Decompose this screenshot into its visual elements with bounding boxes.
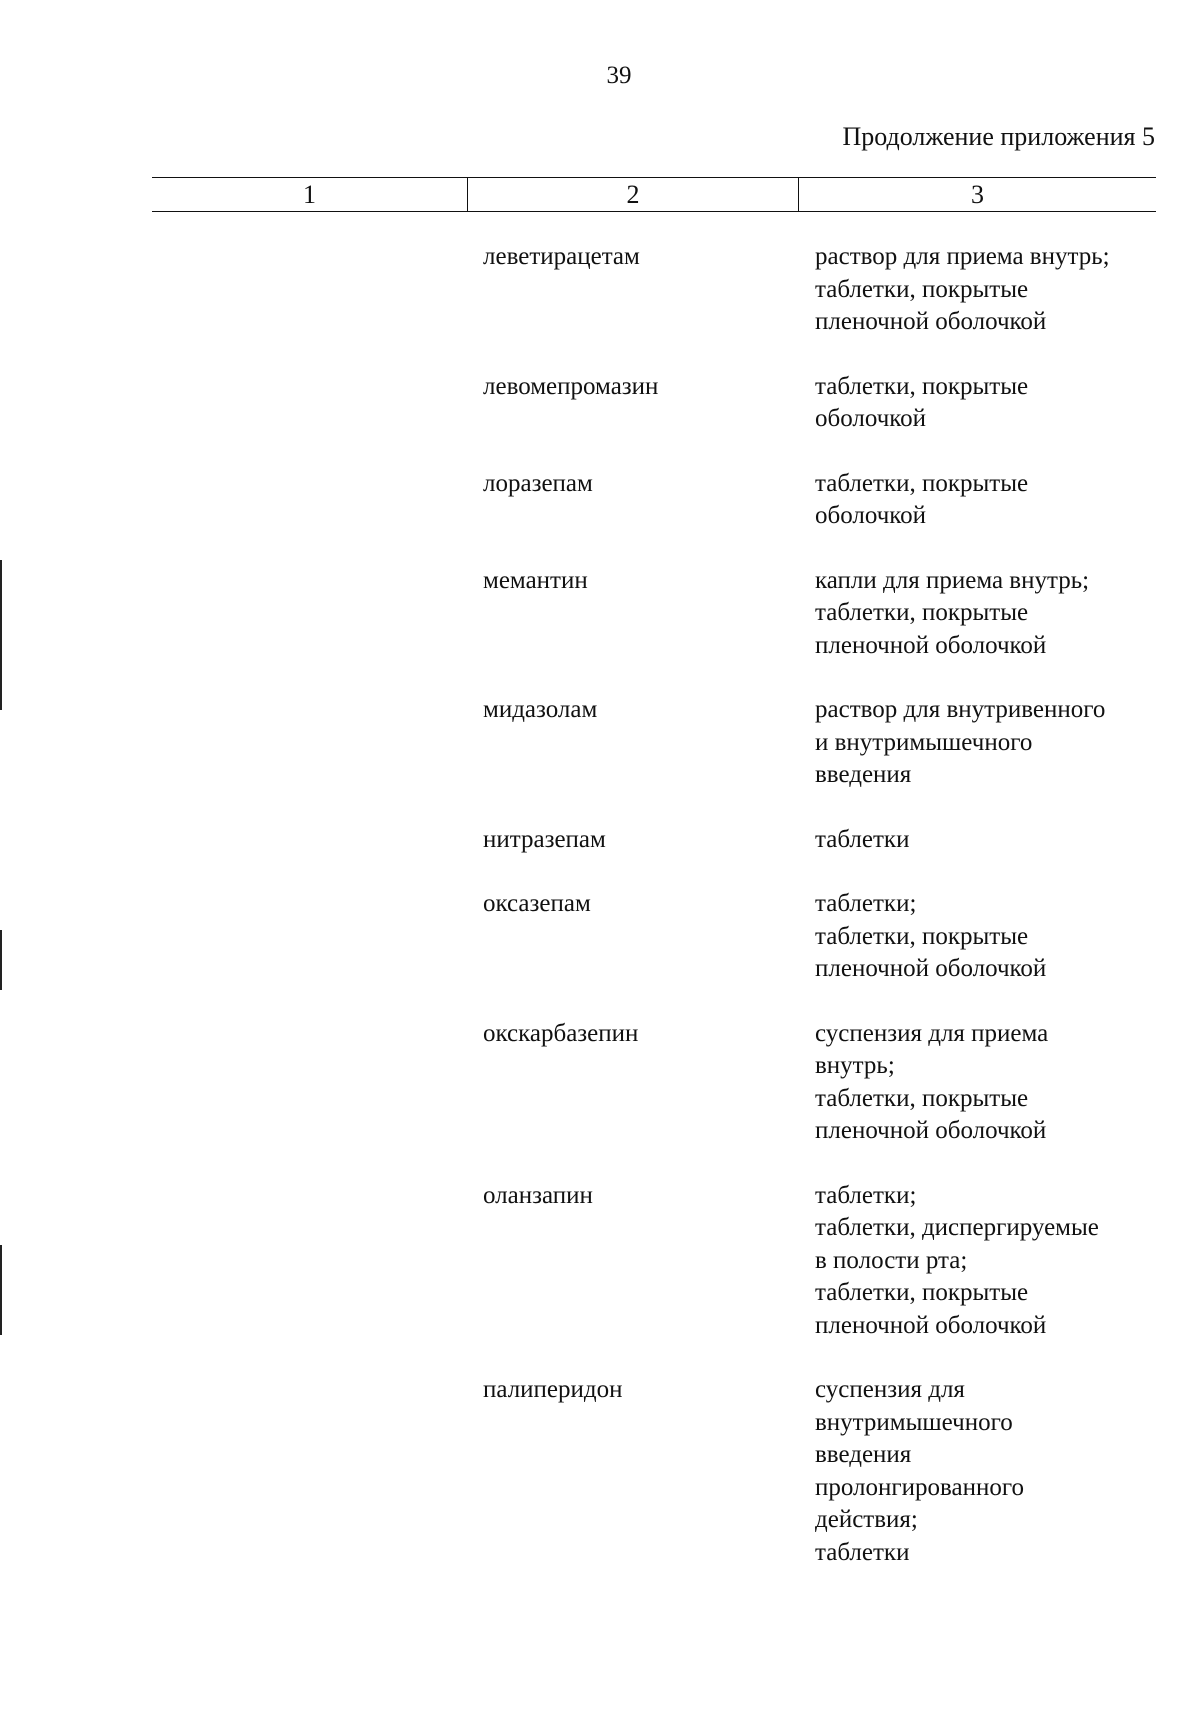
dosage-form-line: раствор для внутривенного [815,696,1106,723]
dosage-form-line: суспензия для [815,1376,965,1403]
dosage-form-line: в полости рта; [815,1246,968,1274]
dosage-form-line: пленочной оболочкой [815,1311,1047,1339]
table-row [0,1180,1200,1343]
drug-name: окскарбазепин [483,1019,639,1047]
table-row [0,565,1200,663]
drug-name: леветирацетам [483,243,640,270]
table-row [0,694,1200,792]
dosage-forms [815,824,1155,857]
dosage-form-line: пролонгированного [815,1473,1024,1501]
dosage-form-line: таблетки; [815,890,917,917]
dosage-form-line: введения [815,761,912,788]
dosage-form-line: пленочной оболочкой [815,955,1047,982]
dosage-form-line: внутримышечного [815,1408,1013,1436]
table-row [0,1374,1200,1569]
dosage-forms [815,1018,1155,1148]
dosage-form-line: таблетки [815,825,910,853]
dosage-form-line: таблетки [815,1538,910,1566]
dosage-forms [815,468,1155,533]
drug-name: мемантин [483,566,588,594]
column-header-3: 3 [971,179,984,209]
table-row [0,241,1200,339]
dosage-form-line: оболочкой [815,502,927,529]
dosage-form-line: и внутримышечного [815,728,1033,756]
dosage-form-line: таблетки, покрытые [815,469,1029,497]
table-row [0,888,1200,986]
continuation-title: Продолжение приложения 5 [842,122,1155,151]
dosage-form-line: таблетки, диспергируемые [815,1214,1099,1241]
dosage-form-line: таблетки, покрытые [815,1084,1029,1112]
dosage-form-line: таблетки, покрытые [815,922,1029,950]
dosage-form-line: таблетки, покрытые [815,599,1029,626]
dosage-form-line: оболочкой [815,405,927,432]
table-row [0,371,1200,436]
table-row [0,468,1200,533]
dosage-form-line: таблетки, покрытые [815,372,1029,400]
dosage-forms [815,241,1155,339]
dosage-form-line: раствор для приема внутрь; [815,243,1110,270]
dosage-form-line: суспензия для приема [815,1019,1049,1047]
drug-name: левомепромазин [483,372,659,400]
drug-name: оксазепам [483,890,591,917]
table-body [0,241,1200,1601]
dosage-form-line: капли для приема внутрь; [815,566,1090,594]
page-number: 39 [606,62,632,89]
column-header-1: 1 [152,178,468,211]
table-header [152,177,1156,212]
drug-name: лоразепам [483,469,593,497]
table-row [0,824,1200,857]
column-header-2: 2 [468,178,799,211]
dosage-form-line: пленочной оболочкой [815,1117,1047,1144]
dosage-forms [815,1374,1155,1569]
dosage-form-line: таблетки, покрытые [815,1279,1029,1306]
drug-name: оланзапин [483,1181,593,1209]
dosage-forms [815,694,1155,792]
dosage-form-line: введения [815,1441,912,1468]
dosage-form-line: пленочной оболочкой [815,308,1047,335]
dosage-form-line: таблетки, покрытые [815,275,1029,303]
drug-name: нитразепам [483,825,606,853]
dosage-forms [815,371,1155,436]
dosage-form-line: действия; [815,1506,918,1533]
dosage-forms [815,1180,1155,1343]
dosage-form-line: таблетки; [815,1181,917,1209]
drug-name: палиперидон [483,1376,623,1403]
dosage-forms [815,888,1155,986]
dosage-forms [815,565,1155,663]
dosage-form-line: внутрь; [815,1052,895,1079]
table-row [0,1018,1200,1148]
dosage-form-line: пленочной оболочкой [815,631,1047,659]
drug-name: мидазолам [483,696,598,723]
